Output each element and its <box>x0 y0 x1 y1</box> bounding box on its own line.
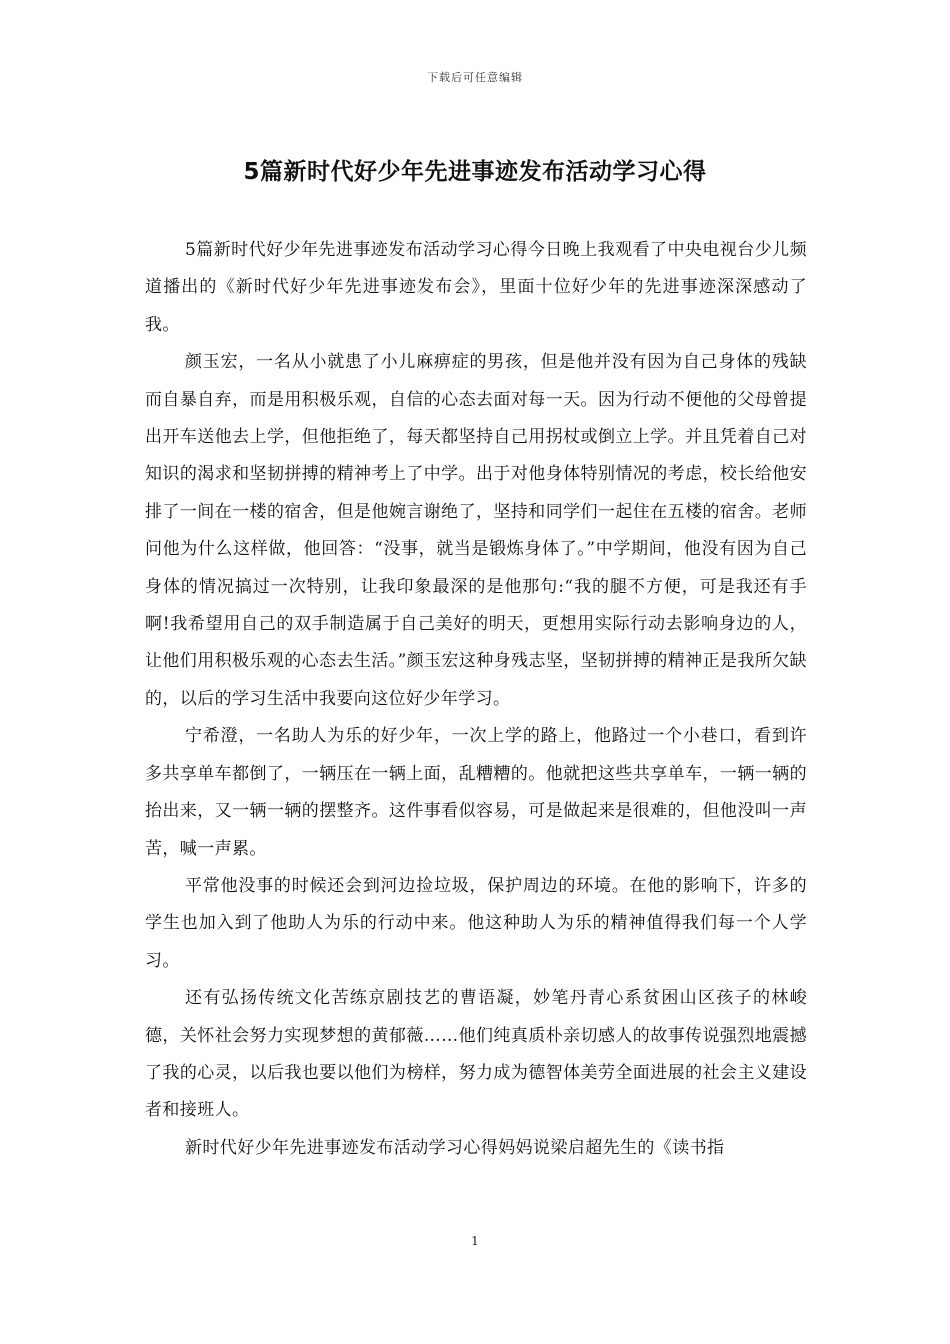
paragraph-others: 还有弘扬传统文化苦练京剧技艺的曹语凝，妙笔丹青心系贫困山区孩子的林峻德，关怀社会努力实现梦想的黄郁薇……他们纯真质朴亲切感人的故事传说强烈地震撼了我的心灵，以后我也要以他们为榜样，努力成为德智体美劳全面进展的社会主义建设者和接班人。 <box>145 988 807 1121</box>
paragraph-ning-xicheng: 宁希澄，一名助人为乐的好少年，一次上学的路上，他路过一个小巷口，看到许多共享单车都倒了，一辆压在一辆上面，乱糟糟的。他就把这些共享单车，一辆一辆的抬出来，又一辆一辆的摆整齐。这件事看似容易，可是做起来是很难的，但他没叫一声苦，喊一声累。 <box>145 726 807 859</box>
paragraph-yan-yuhong: 颜玉宏，一名从小就患了小儿麻痹症的男孩，但是他并没有因为自己身体的残缺而自暴自弃，而是用积极乐观，自信的心态去面对每一天。因为行动不便他的父母曾提出开车送他去上学，但他拒绝了，每天都坚持自己用拐杖或倒立上学。并且凭着自己对知识的渴求和坚韧拼搏的精神考上了中学。出于对他身体特别情况的考虑，校长给他安排了一间在一楼的宿舍，但是他婉言谢绝了，坚持和同学们一起住在五楼的宿舍。老师问他为什么这样做，他回答：“没事，就当是锻炼身体了。”中学期间，他没有因为自己身体的情况搞过一次特别，让我印象最深的是他那句:“我的腿不方便，可是我还有手啊!我希望用自己的双手制造属于自己美好的明天，更想用实际行动去影响身边的人，让他们用积极乐观的心态去生活。”颜玉宏这种身残志坚，坚韧拼搏的精神正是我所欠缺的，以后的学习生活中我要向这位好少年学习。 <box>145 352 807 709</box>
paragraph-next-essay: 新时代好少年先进事迹发布活动学习心得妈妈说梁启超先生的《读书指 <box>185 1137 725 1158</box>
document-title: 5篇新时代好少年先进事迹发布活动学习心得 <box>243 159 707 185</box>
paragraph-intro: 5篇新时代好少年先进事迹发布活动学习心得今日晚上我观看了中央电视台少儿频道播出的《新时代好少年先进事迹发布会》，里面十位好少年的先进事迹深深感动了我。 <box>145 240 807 335</box>
page-number: 1 <box>471 1234 479 1248</box>
header-note: 下载后可任意编辑 <box>427 71 523 84</box>
document-body <box>145 232 807 1167</box>
paragraph-environment: 平常他没事的时候还会到河边捡垃圾，保护周边的环境。在他的影响下，许多的学生也加入到了他助人为乐的行动中来。他这种助人为乐的精神值得我们每一个人学习。 <box>145 875 807 971</box>
